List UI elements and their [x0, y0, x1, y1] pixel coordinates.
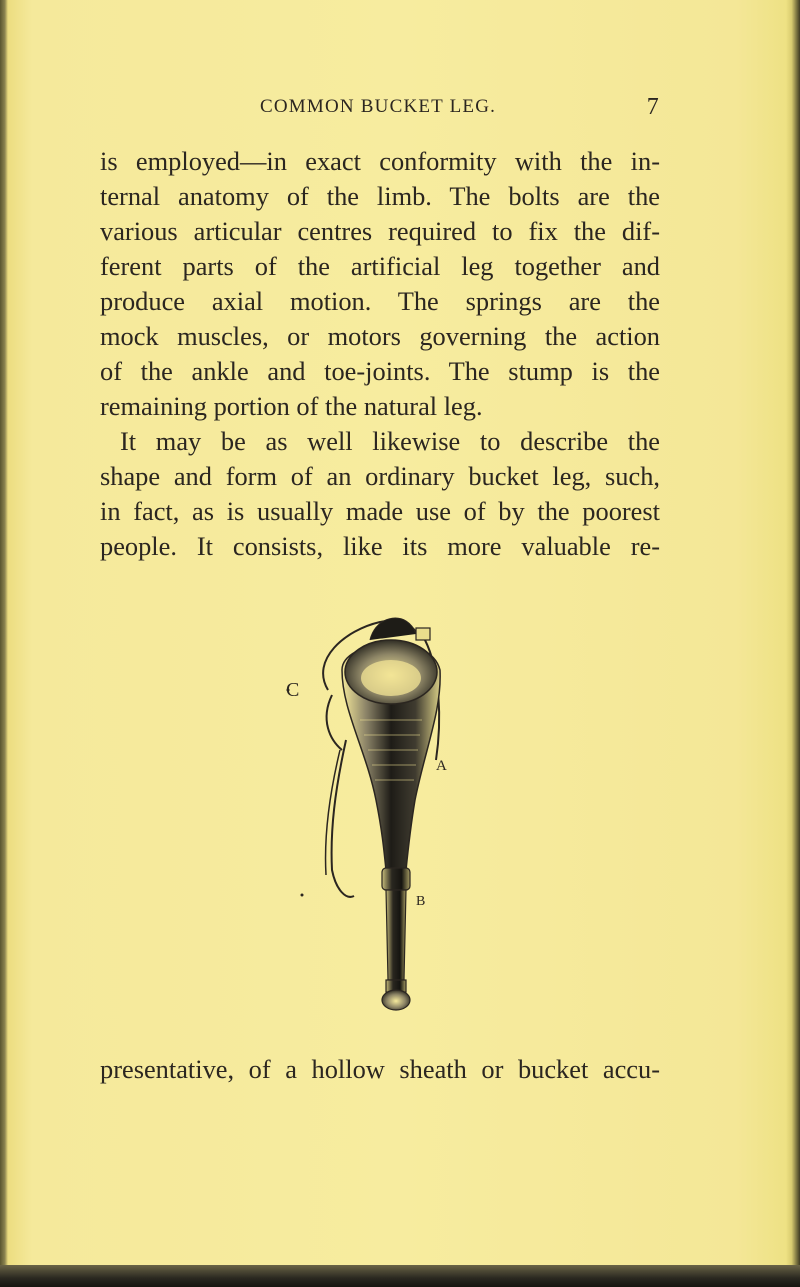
text-line: It may be as well likewise to describe the [120, 426, 660, 456]
figure-label-c: C [286, 679, 300, 701]
text-line: ternal anatomy of the limb. The bolts are the [100, 181, 660, 211]
body-text [100, 144, 660, 564]
figure-label-a: A [436, 758, 447, 774]
text-line: of the ankle and toe-joints. The stump is the [100, 356, 660, 386]
text-line: presentative, of a hollow sheath or bucket accu- [100, 1054, 660, 1084]
bucket-leg-illustration [250, 600, 550, 1020]
body-text-continued [100, 1052, 660, 1087]
text-line: people. It consists, like its more valuable re- [100, 531, 660, 561]
page-right-edge [786, 0, 800, 1287]
text-line: produce axial motion. The springs are the [100, 286, 660, 316]
text-line: ferent parts of the artificial leg together and [100, 251, 660, 281]
text-line: shape and form of an ordinary bucket leg, such, [100, 461, 660, 491]
page-gutter-shadow [0, 0, 8, 1287]
text-line: in fact, as is usually made use of by the poorest [100, 496, 660, 526]
text-line: mock muscles, or motors governing the action [100, 321, 660, 351]
text-line: remaining portion of the natural leg. [100, 391, 483, 421]
figure-label-b: B [416, 894, 426, 909]
running-head [100, 96, 660, 126]
page-bottom-shadow [0, 1265, 800, 1287]
running-head-title: COMMON BUCKET LEG. [260, 96, 497, 117]
page-number: 7 [646, 94, 660, 120]
peg-leg [386, 890, 406, 980]
text-line: various articular centres required to fix the dif- [100, 216, 660, 246]
text-line: is employed—in exact conformity with the in- [100, 146, 660, 176]
